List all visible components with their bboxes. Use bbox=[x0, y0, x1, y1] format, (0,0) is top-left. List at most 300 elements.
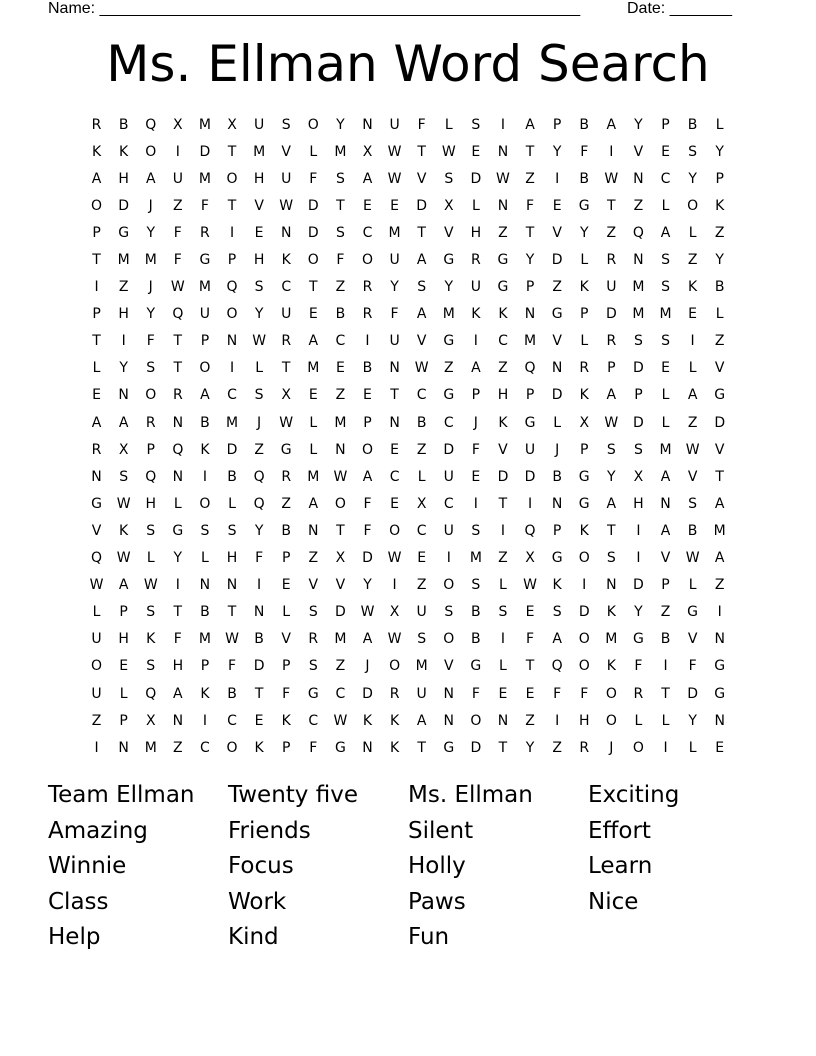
grid-letter: W bbox=[333, 468, 348, 485]
grid-letter: Z bbox=[714, 333, 725, 350]
grid-letter: D bbox=[307, 197, 319, 214]
grid-letter: L bbox=[499, 658, 507, 675]
grid-letter: M bbox=[307, 360, 320, 377]
grid-letter: H bbox=[578, 712, 590, 729]
grid-letter: I bbox=[175, 577, 180, 594]
grid-letter: U bbox=[199, 306, 211, 323]
grid-letter: E bbox=[254, 224, 264, 241]
grid-letter: N bbox=[606, 577, 617, 594]
grid-letter: F bbox=[363, 522, 372, 539]
grid-letter: U bbox=[416, 685, 427, 702]
grid-letter: I bbox=[94, 739, 99, 756]
grid-letter: D bbox=[551, 252, 563, 269]
grid-letter: Z bbox=[308, 550, 319, 567]
grid-letter: O bbox=[361, 252, 373, 269]
grid-letter: A bbox=[173, 685, 183, 702]
grid-letter: L bbox=[309, 143, 318, 160]
grid-letter: V bbox=[687, 631, 698, 648]
grid-letter: A bbox=[660, 522, 671, 539]
grid-letter: F bbox=[390, 306, 399, 323]
grid-letter: W bbox=[387, 170, 402, 187]
word-bank-item: Class bbox=[48, 888, 109, 915]
grid-letter: S bbox=[661, 252, 670, 269]
grid-letter: Y bbox=[363, 577, 372, 594]
grid-letter: V bbox=[687, 468, 698, 485]
grid-letter: R bbox=[91, 441, 102, 458]
grid-letter: S bbox=[471, 577, 481, 594]
grid-letter: U bbox=[443, 468, 454, 485]
grid-letter: U bbox=[443, 522, 454, 539]
grid-letter: S bbox=[688, 143, 698, 160]
grid-letter: V bbox=[633, 143, 644, 160]
grid-letter: B bbox=[362, 360, 373, 377]
grid-letter: L bbox=[173, 495, 182, 512]
grid-letter: K bbox=[200, 441, 210, 458]
grid-letter: A bbox=[714, 550, 725, 567]
grid-letter: I bbox=[473, 333, 478, 350]
grid-letter: V bbox=[443, 224, 454, 241]
grid-letter: R bbox=[633, 685, 644, 702]
grid-letter: X bbox=[362, 143, 373, 160]
grid-letter: N bbox=[362, 739, 373, 756]
grid-letter: B bbox=[200, 604, 210, 621]
grid-letter: T bbox=[417, 224, 426, 241]
word-bank-item: Nice bbox=[588, 888, 639, 915]
grid-letter: P bbox=[607, 360, 616, 377]
grid-letter: T bbox=[661, 685, 670, 702]
grid-letter: B bbox=[471, 604, 481, 621]
grid-letter: C bbox=[335, 685, 346, 702]
grid-letter: X bbox=[227, 116, 237, 133]
grid-letter: Q bbox=[145, 685, 157, 702]
word-bank-item: Twenty five bbox=[228, 782, 358, 808]
grid-letter: G bbox=[172, 522, 184, 539]
grid-letter: E bbox=[390, 197, 399, 214]
grid-letter: O bbox=[632, 739, 644, 756]
grid-letter: M bbox=[524, 333, 537, 350]
grid-letter: V bbox=[498, 441, 508, 458]
grid-letter: G bbox=[551, 306, 563, 323]
grid-letter: I bbox=[663, 658, 668, 675]
grid-letter: N bbox=[308, 522, 319, 539]
grid-letter: I bbox=[609, 143, 614, 160]
grid-letter: T bbox=[92, 252, 101, 269]
grid-letter: A bbox=[308, 495, 319, 512]
grid-letter: F bbox=[200, 197, 209, 214]
grid-letter: O bbox=[307, 116, 319, 133]
grid-letter: B bbox=[714, 279, 725, 296]
grid-letter: K bbox=[606, 604, 616, 621]
grid-letter: Y bbox=[254, 306, 264, 323]
grid-letter: E bbox=[254, 712, 264, 729]
grid-letter: W bbox=[279, 414, 294, 431]
grid-letter: E bbox=[119, 658, 129, 675]
grid-letter: T bbox=[525, 224, 535, 241]
grid-letter: X bbox=[443, 197, 454, 214]
grid-letter: R bbox=[145, 414, 156, 431]
grid-letter: E bbox=[661, 143, 670, 160]
grid-letter: C bbox=[660, 170, 671, 187]
grid-letter: T bbox=[715, 468, 724, 485]
grid-letter: H bbox=[633, 495, 644, 512]
grid-letter: B bbox=[579, 170, 590, 187]
grid-letter: P bbox=[661, 577, 670, 594]
grid-letter: C bbox=[443, 495, 454, 512]
grid-letter: S bbox=[146, 360, 156, 377]
grid-letter: Q bbox=[524, 360, 536, 377]
grid-letter: Z bbox=[281, 495, 291, 512]
grid-letter: O bbox=[389, 522, 401, 539]
grid-letter: J bbox=[365, 658, 370, 675]
grid-letter: N bbox=[497, 143, 509, 160]
grid-letter: T bbox=[173, 604, 183, 621]
grid-letter: Z bbox=[498, 360, 508, 377]
grid-letter: N bbox=[226, 333, 238, 350]
grid-letter: P bbox=[119, 604, 128, 621]
grid-letter: R bbox=[91, 116, 102, 133]
grid-letter: S bbox=[281, 116, 291, 133]
grid-letter: P bbox=[281, 658, 291, 675]
grid-letter: O bbox=[578, 550, 590, 567]
grid-letter: I bbox=[636, 550, 641, 567]
grid-letter: U bbox=[389, 252, 400, 269]
grid-letter: F bbox=[255, 550, 264, 567]
grid-letter: C bbox=[227, 712, 237, 729]
grid-letter: I bbox=[229, 224, 235, 241]
grid-letter: M bbox=[198, 279, 211, 296]
grid-letter: L bbox=[92, 604, 101, 621]
grid-letter: Y bbox=[254, 522, 264, 539]
grid-letter: I bbox=[175, 143, 180, 160]
grid-letter: D bbox=[714, 414, 726, 431]
grid-letter: O bbox=[443, 631, 455, 648]
grid-letter: Y bbox=[119, 360, 128, 377]
grid-letter: N bbox=[714, 712, 725, 729]
grid-letter: D bbox=[605, 306, 617, 323]
grid-letter: T bbox=[607, 522, 616, 539]
grid-letter: G bbox=[578, 468, 590, 485]
grid-letter: T bbox=[336, 197, 345, 214]
grid-letter: Y bbox=[336, 116, 345, 133]
grid-letter: Q bbox=[253, 468, 265, 485]
grid-letter: G bbox=[443, 333, 455, 350]
date-field-label: Date: _______ bbox=[627, 0, 732, 17]
grid-letter: X bbox=[633, 468, 644, 485]
grid-letter: Q bbox=[524, 522, 536, 539]
grid-letter: T bbox=[607, 197, 616, 214]
grid-letter: L bbox=[580, 252, 589, 269]
grid-letter: T bbox=[309, 279, 318, 296]
grid-letter: D bbox=[633, 577, 644, 594]
grid-letter: S bbox=[444, 604, 454, 621]
grid-letter: A bbox=[471, 360, 481, 377]
grid-letter: K bbox=[579, 279, 589, 296]
grid-letter: R bbox=[362, 279, 373, 296]
grid-letter: D bbox=[335, 604, 346, 621]
grid-letter: N bbox=[91, 468, 102, 485]
grid-letter: T bbox=[92, 333, 101, 350]
grid-letter: U bbox=[389, 333, 400, 350]
grid-letter: A bbox=[416, 306, 427, 323]
grid-letter: M bbox=[253, 143, 266, 160]
grid-letter: L bbox=[92, 360, 101, 377]
grid-letter: F bbox=[173, 252, 182, 269]
grid-letter: S bbox=[471, 116, 481, 133]
grid-letter: V bbox=[281, 631, 291, 648]
grid-letter: F bbox=[227, 658, 237, 675]
grid-letter: A bbox=[118, 414, 129, 431]
grid-letter: Y bbox=[607, 468, 616, 485]
grid-letter: P bbox=[525, 279, 535, 296]
grid-letter: L bbox=[688, 224, 697, 241]
grid-letter: E bbox=[715, 739, 725, 756]
grid-letter: J bbox=[555, 441, 560, 458]
word-bank-item: Paws bbox=[408, 888, 466, 915]
grid-letter: K bbox=[362, 712, 373, 729]
grid-letter: Z bbox=[498, 550, 508, 567]
grid-letter: P bbox=[92, 306, 101, 323]
grid-letter: U bbox=[172, 170, 183, 187]
grid-letter: X bbox=[389, 604, 400, 621]
grid-letter: I bbox=[257, 577, 262, 594]
grid-letter: Z bbox=[335, 658, 346, 675]
grid-letter: L bbox=[715, 306, 724, 323]
grid-letter: M bbox=[659, 441, 672, 458]
grid-letter: E bbox=[471, 468, 481, 485]
grid-letter: E bbox=[390, 441, 399, 458]
grid-letter: C bbox=[227, 387, 237, 404]
grid-letter: D bbox=[633, 414, 644, 431]
grid-letter: F bbox=[634, 658, 643, 675]
grid-letter: B bbox=[118, 116, 129, 133]
grid-letter: U bbox=[91, 631, 102, 648]
grid-letter: D bbox=[416, 197, 428, 214]
grid-letter: N bbox=[335, 441, 346, 458]
grid-letter: A bbox=[362, 170, 373, 187]
grid-letter: W bbox=[333, 712, 348, 729]
grid-letter: D bbox=[633, 360, 644, 377]
grid-letter: H bbox=[118, 631, 129, 648]
grid-letter: Z bbox=[687, 414, 698, 431]
grid-letter: N bbox=[226, 577, 238, 594]
grid-letter: K bbox=[200, 685, 210, 702]
grid-letter: K bbox=[688, 279, 698, 296]
grid-letter: Z bbox=[552, 739, 562, 756]
grid-letter: S bbox=[119, 468, 129, 485]
grid-letter: Q bbox=[172, 306, 184, 323]
grid-letter: O bbox=[199, 360, 211, 377]
word-bank bbox=[48, 778, 768, 956]
word-bank-item: Focus bbox=[228, 853, 294, 879]
grid-letter: U bbox=[281, 306, 292, 323]
grid-letter: W bbox=[387, 631, 402, 648]
grid-letter: N bbox=[118, 739, 129, 756]
grid-letter: D bbox=[497, 468, 509, 485]
grid-letter: D bbox=[362, 550, 373, 567]
word-bank-item: Work bbox=[228, 888, 287, 915]
grid-letter: L bbox=[309, 414, 318, 431]
grid-letter: I bbox=[446, 550, 451, 567]
grid-letter: M bbox=[225, 414, 239, 431]
grid-letter: D bbox=[199, 143, 211, 160]
grid-letter: X bbox=[579, 414, 590, 431]
grid-letter: I bbox=[500, 522, 506, 539]
grid-letter: K bbox=[119, 143, 129, 160]
grid-letter: A bbox=[660, 224, 671, 241]
word-bank-item: Exciting bbox=[588, 782, 680, 808]
grid-letter: N bbox=[389, 360, 400, 377]
grid-letter: R bbox=[200, 224, 210, 241]
grid-letter: F bbox=[417, 116, 426, 133]
grid-letter: D bbox=[551, 387, 563, 404]
grid-letter: Q bbox=[551, 658, 563, 675]
grid-letter: D bbox=[687, 685, 698, 702]
grid-letter: C bbox=[281, 279, 292, 296]
grid-letter: Z bbox=[498, 224, 508, 241]
grid-letter: O bbox=[226, 306, 238, 323]
grid-letter: G bbox=[470, 658, 482, 675]
grid-letter: C bbox=[335, 333, 346, 350]
grid-letter: I bbox=[555, 712, 560, 729]
grid-letter: N bbox=[280, 224, 292, 241]
grid-letter: K bbox=[119, 522, 129, 539]
grid-letter: R bbox=[308, 631, 319, 648]
grid-letter: J bbox=[609, 739, 614, 756]
grid-letter: E bbox=[363, 197, 372, 214]
grid-letter: U bbox=[253, 116, 265, 133]
grid-letter: R bbox=[362, 306, 373, 323]
grid-letter: G bbox=[280, 441, 292, 458]
grid-letter: S bbox=[606, 550, 616, 567]
grid-letter: W bbox=[414, 360, 429, 377]
grid-letter: I bbox=[94, 279, 99, 296]
grid-letter: W bbox=[604, 414, 619, 431]
grid-letter: Z bbox=[443, 360, 454, 377]
grid-letter: M bbox=[334, 631, 347, 648]
grid-letter: K bbox=[606, 658, 616, 675]
grid-letter: Y bbox=[525, 739, 535, 756]
grid-letter: Q bbox=[632, 224, 644, 241]
grid-letter: C bbox=[443, 414, 454, 431]
grid-letter: Z bbox=[335, 387, 346, 404]
grid-letter: Q bbox=[172, 441, 184, 458]
grid-letter: A bbox=[145, 170, 156, 187]
grid-letter: U bbox=[91, 685, 102, 702]
grid-letter: T bbox=[281, 360, 291, 377]
word-bank-item: Friends bbox=[228, 817, 311, 844]
grid-letter: D bbox=[362, 685, 373, 702]
grid-letter: P bbox=[92, 224, 101, 241]
grid-letter: D bbox=[470, 170, 482, 187]
grid-letter: O bbox=[334, 495, 346, 512]
grid-letter: P bbox=[634, 387, 643, 404]
grid-letter: N bbox=[551, 360, 563, 377]
grid-letter: S bbox=[471, 522, 481, 539]
grid-letter: W bbox=[360, 604, 375, 621]
grid-letter: S bbox=[146, 604, 156, 621]
grid-letter: R bbox=[470, 252, 481, 269]
grid-letter: C bbox=[389, 468, 400, 485]
grid-letter: Y bbox=[173, 550, 183, 567]
grid-letter: L bbox=[580, 333, 589, 350]
grid-letter: O bbox=[605, 685, 617, 702]
grid-letter: S bbox=[417, 279, 427, 296]
grid-letter: O bbox=[605, 712, 617, 729]
grid-letter: I bbox=[202, 468, 207, 485]
grid-letter: T bbox=[227, 604, 237, 621]
grid-letter: Z bbox=[416, 441, 427, 458]
grid-letter: R bbox=[281, 468, 292, 485]
grid-letter: Y bbox=[146, 306, 156, 323]
grid-letter: S bbox=[661, 333, 670, 350]
grid-letter: P bbox=[552, 116, 562, 133]
grid-letter: G bbox=[91, 495, 102, 512]
grid-letter: F bbox=[173, 224, 182, 241]
grid-letter: O bbox=[470, 712, 482, 729]
grid-letter: M bbox=[334, 143, 347, 160]
grid-letter: K bbox=[471, 306, 481, 323]
grid-letter: L bbox=[499, 577, 507, 594]
grid-letter: V bbox=[308, 577, 319, 594]
grid-letter: K bbox=[254, 739, 264, 756]
grid-letter: C bbox=[308, 712, 319, 729]
grid-letter: R bbox=[606, 333, 617, 350]
grid-letter: R bbox=[606, 252, 617, 269]
grid-letter: N bbox=[497, 712, 509, 729]
grid-letter: O bbox=[361, 441, 373, 458]
grid-letter: S bbox=[633, 333, 643, 350]
grid-letter: P bbox=[146, 441, 155, 458]
grid-letter: N bbox=[172, 712, 184, 729]
grid-letter: O bbox=[91, 658, 103, 675]
grid-letter: N bbox=[497, 197, 509, 214]
grid-letter: S bbox=[227, 522, 237, 539]
grid-letter: F bbox=[688, 658, 697, 675]
grid-letter: S bbox=[661, 279, 670, 296]
grid-letter: Y bbox=[688, 712, 697, 729]
grid-letter: Z bbox=[714, 577, 725, 594]
grid-letter: M bbox=[632, 279, 645, 296]
grid-letter: O bbox=[687, 197, 699, 214]
grid-letter: L bbox=[228, 495, 236, 512]
grid-letter: V bbox=[443, 658, 454, 675]
grid-letter: H bbox=[226, 550, 238, 567]
grid-letter: S bbox=[308, 658, 318, 675]
grid-letter: Z bbox=[525, 170, 535, 187]
grid-letter: G bbox=[714, 685, 726, 702]
grid-letter: D bbox=[443, 441, 455, 458]
grid-letter: Q bbox=[145, 116, 157, 133]
grid-letter: M bbox=[605, 631, 618, 648]
grid-letter: M bbox=[415, 658, 428, 675]
grid-letter: V bbox=[416, 170, 427, 187]
grid-letter: J bbox=[257, 414, 262, 431]
grid-letter: G bbox=[687, 604, 699, 621]
grid-letter: D bbox=[118, 197, 130, 214]
grid-letter: N bbox=[389, 414, 400, 431]
grid-letter: W bbox=[170, 279, 185, 296]
grid-letter: I bbox=[690, 333, 695, 350]
word-bank-item: Holly bbox=[408, 853, 466, 879]
grid-letter: I bbox=[202, 712, 207, 729]
grid-letter: L bbox=[282, 604, 291, 621]
grid-letter: A bbox=[362, 468, 373, 485]
grid-letter: P bbox=[119, 712, 128, 729]
grid-letter: F bbox=[471, 441, 480, 458]
grid-letter: L bbox=[119, 685, 128, 702]
grid-letter: P bbox=[200, 658, 210, 675]
grid-letter: S bbox=[606, 441, 616, 458]
